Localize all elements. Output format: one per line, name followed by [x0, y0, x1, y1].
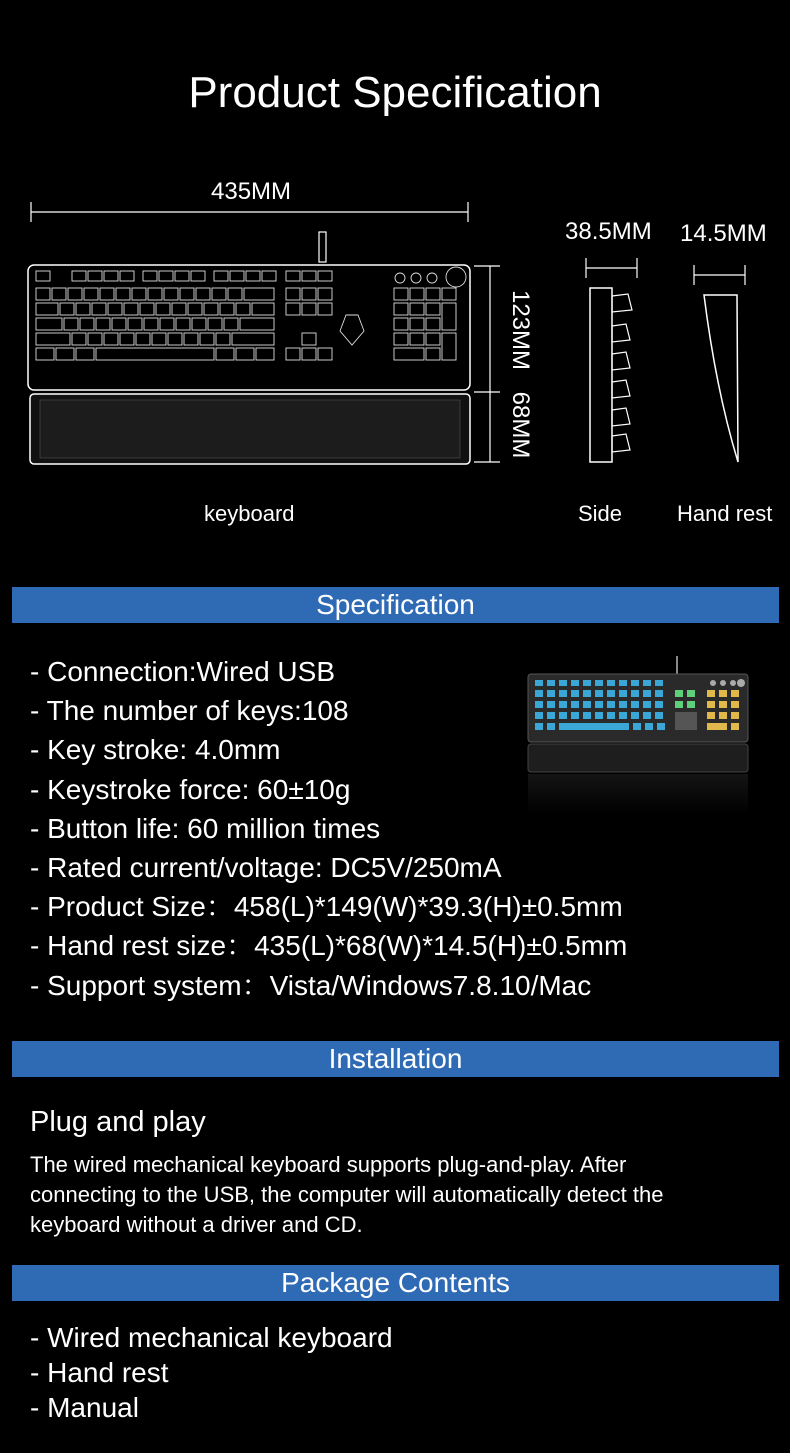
handrest-dimension-label: 14.5MM	[680, 220, 767, 247]
keyboard-caption: keyboard	[204, 501, 295, 526]
keyboard-keys	[28, 265, 470, 390]
specification-header: Specification	[12, 587, 779, 623]
spec-item: - Hand rest size：435(L)*68(W)*14.5(H)±0.5mm	[30, 930, 628, 962]
width-dimension-label: 435MM	[211, 178, 292, 205]
spec-item: - Keystroke force: 60±10g	[30, 773, 351, 805]
side-dimension-label: 38.5MM	[565, 218, 652, 245]
rest-height-dimension-label: 68MM	[507, 391, 534, 459]
spec-item: - The number of keys:108	[30, 695, 349, 727]
package-contents-header: Package Contents	[12, 1265, 779, 1301]
package-item: - Wired mechanical keyboard	[30, 1322, 393, 1353]
package-list	[30, 1320, 393, 1425]
spec-item: - Key stroke: 4.0mm	[30, 734, 281, 766]
spec-item: - Rated current/voltage: DC5V/250mA	[30, 852, 502, 884]
keyboard-product-image	[527, 656, 749, 816]
hand-rest-caption: Hand rest	[677, 501, 773, 526]
package-item: - Hand rest	[30, 1357, 169, 1388]
spec-item: - Button life: 60 million times	[30, 812, 381, 844]
spec-item: - Connection:Wired USB	[30, 656, 336, 687]
side-caption: Side	[578, 501, 623, 526]
page-title: Product Specification	[188, 68, 602, 117]
spec-item: - Product Size：458(L)*149(W)*39.3(H)±0.5mm	[30, 891, 623, 923]
installation-body: The wired mechanical keyboard supports plug-and-play. After connecting to the USB, the computer will automatically detect the keyboard without a driver and CD.	[30, 1152, 664, 1237]
spec-item: - Support system：Vista/Windows7.8.10/Mac	[30, 969, 592, 1001]
package-item: - Manual	[30, 1392, 139, 1423]
installation-header: Installation	[12, 1041, 779, 1077]
height-dimension-label: 123MM	[507, 289, 534, 371]
installation-heading: Plug and play	[30, 1106, 206, 1138]
dimension-diagram	[0, 160, 790, 540]
